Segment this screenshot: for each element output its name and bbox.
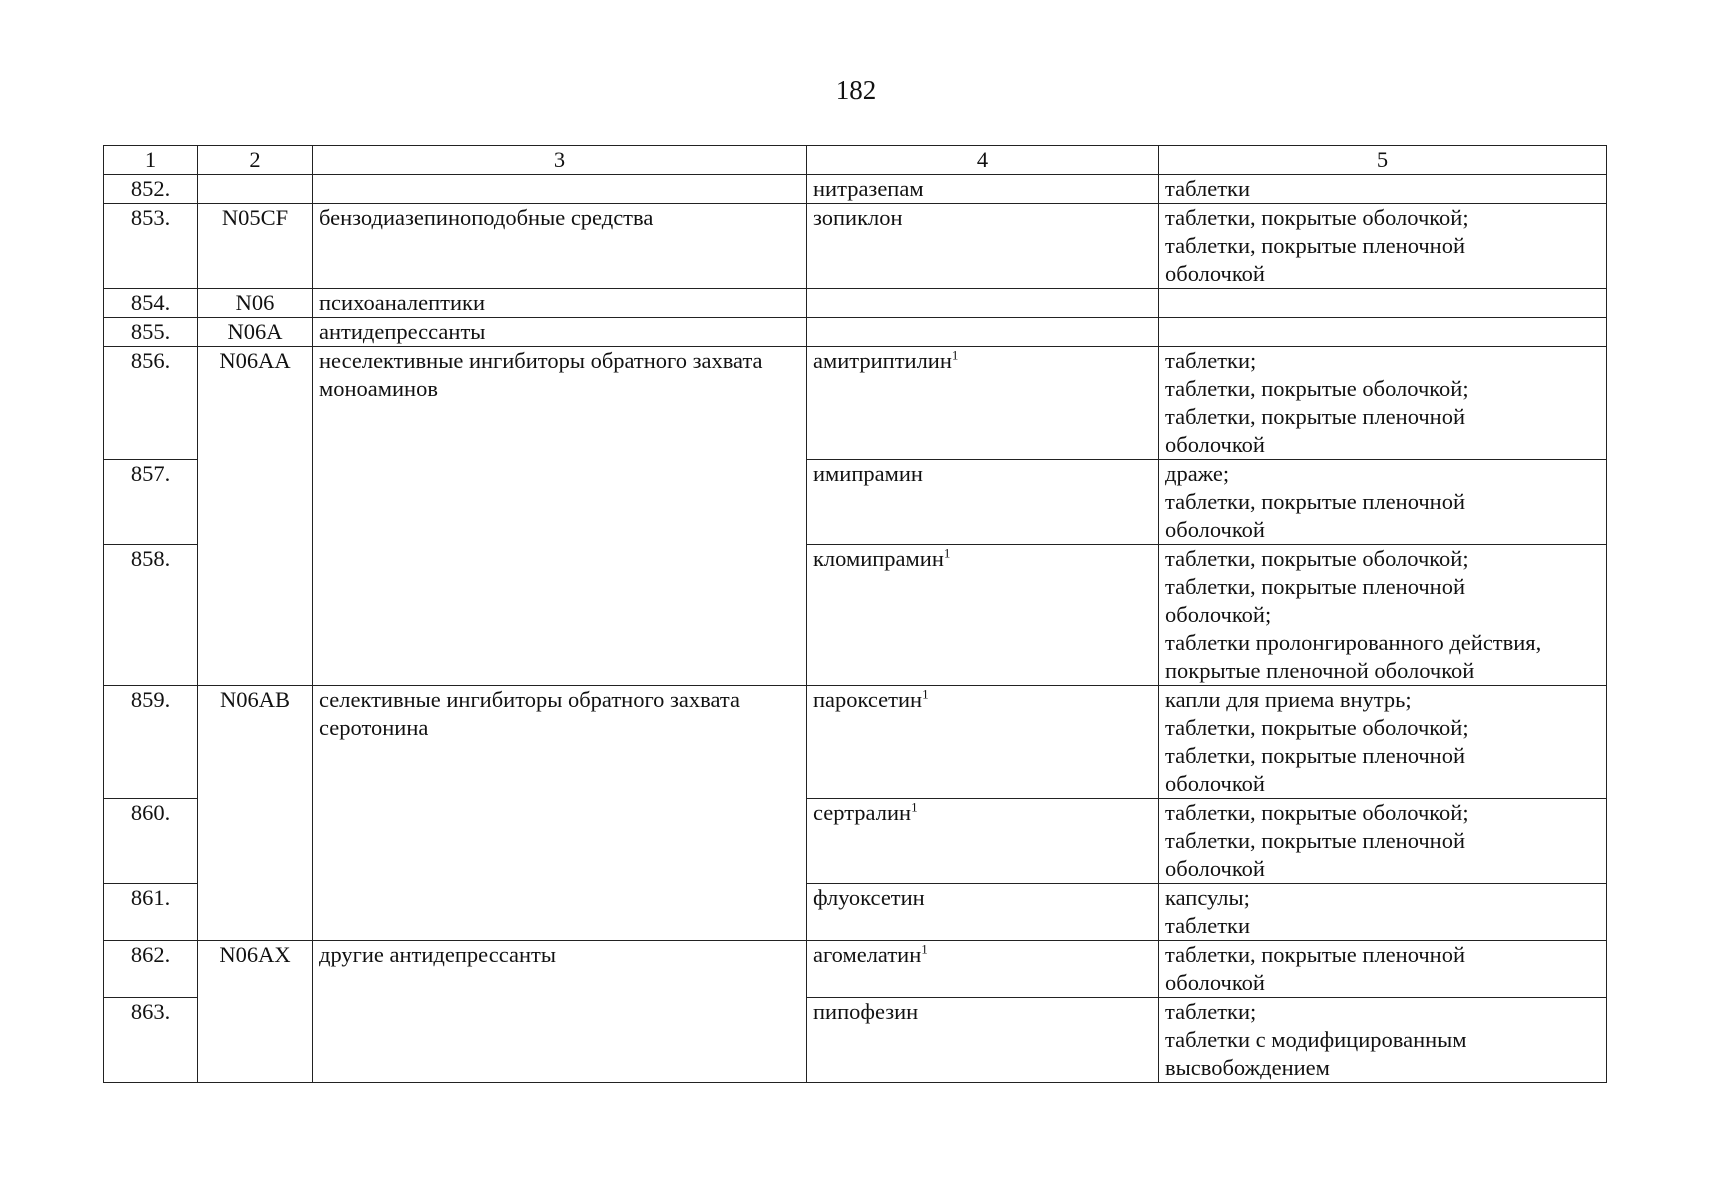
row-number: 858.: [104, 545, 198, 686]
footnote-marker: 1: [922, 686, 929, 702]
dosage-form-line: таблетки, покрытые пленочной: [1165, 942, 1466, 967]
header-row: [104, 146, 1607, 175]
atc-code: N06AX: [198, 941, 313, 1083]
dosage-form-line: оболочкой: [1165, 517, 1265, 542]
dosage-form-line: таблетки, покрытые пленочной: [1165, 233, 1466, 258]
anatomical-therapeutic-group: [313, 175, 807, 204]
drug-name: нитразепам: [813, 176, 924, 201]
table-body: [104, 175, 1607, 1083]
row-number: 853.: [104, 204, 198, 289]
dosage-form-line: таблетки, покрытые пленочной: [1165, 743, 1466, 768]
dosage-form-line: таблетки: [1165, 176, 1251, 201]
drug-name: пароксетин: [813, 687, 923, 712]
dosage-form-line: капли для приема внутрь;: [1165, 687, 1412, 712]
drug-name-cell: [807, 545, 1159, 686]
dosage-forms: [1159, 799, 1607, 884]
dosage-forms: [1159, 998, 1607, 1083]
dosage-forms: [1159, 460, 1607, 545]
dosage-form-line: оболочкой: [1165, 432, 1265, 457]
drug-name-cell: [807, 289, 1159, 318]
column-header: 3: [313, 146, 807, 175]
drug-name-cell: [807, 799, 1159, 884]
drug-name-cell: [807, 347, 1159, 460]
drug-name-cell: [807, 686, 1159, 799]
dosage-forms: [1159, 175, 1607, 204]
dosage-form-line: таблетки пролонгированного действия,: [1165, 630, 1542, 655]
row-number: 859.: [104, 686, 198, 799]
dosage-form-line: таблетки, покрытые пленочной: [1165, 404, 1466, 429]
row-number: 857.: [104, 460, 198, 545]
page-number: 182: [835, 75, 877, 105]
drug-name-cell: [807, 460, 1159, 545]
footnote-marker: 1: [921, 941, 928, 957]
dosage-form-line: таблетки, покрытые оболочкой;: [1165, 800, 1469, 825]
row-number: 854.: [104, 289, 198, 318]
dosage-form-line: оболочкой: [1165, 261, 1265, 286]
dosage-forms: [1159, 289, 1607, 318]
drug-name-cell: [807, 175, 1159, 204]
atc-code: N06A: [198, 318, 313, 347]
dosage-form-line: оболочкой: [1165, 856, 1265, 881]
dosage-form-line: таблетки с модифицированным: [1165, 1027, 1467, 1052]
drug-name-cell: [807, 204, 1159, 289]
dosage-form-line: таблетки, покрытые пленочной: [1165, 828, 1466, 853]
drug-name-cell: [807, 941, 1159, 998]
drug-name: сертралин: [813, 800, 912, 825]
dosage-form-line: таблетки, покрытые оболочкой;: [1165, 376, 1469, 401]
atc-code: [198, 175, 313, 204]
table-row: [104, 318, 1607, 347]
dosage-forms: [1159, 884, 1607, 941]
dosage-form-line: оболочкой: [1165, 771, 1265, 796]
table-row: [104, 175, 1607, 204]
row-number: 855.: [104, 318, 198, 347]
dosage-forms: [1159, 941, 1607, 998]
drug-name: амитриптилин: [813, 348, 952, 373]
dosage-forms: [1159, 318, 1607, 347]
dosage-form-line: оболочкой;: [1165, 602, 1272, 627]
anatomical-therapeutic-group: другие антидепрессанты: [313, 941, 807, 1083]
drug-name: зопиклон: [813, 205, 903, 230]
atc-code: N06AB: [198, 686, 313, 941]
dosage-form-line: таблетки: [1165, 913, 1251, 938]
dosage-forms: [1159, 347, 1607, 460]
row-number: 862.: [104, 941, 198, 998]
anatomical-therapeutic-group: неселективные ингибиторы обратного захвата моноаминов: [313, 347, 807, 686]
dosage-form-line: таблетки;: [1165, 999, 1257, 1024]
atc-code: N06AA: [198, 347, 313, 686]
drug-name: кломипрамин: [813, 546, 944, 571]
dosage-form-line: таблетки, покрытые пленочной: [1165, 489, 1466, 514]
footnote-marker: 1: [951, 347, 959, 363]
drug-table: [103, 145, 1607, 1083]
dosage-form-line: драже;: [1165, 461, 1230, 486]
dosage-form-line: оболочкой: [1165, 970, 1265, 995]
dosage-forms: [1159, 204, 1607, 289]
drug-name: пипофезин: [813, 999, 919, 1024]
dosage-form-line: высвобождением: [1165, 1055, 1330, 1080]
table-row: [104, 204, 1607, 289]
drug-name-cell: [807, 884, 1159, 941]
column-header: 2: [198, 146, 313, 175]
row-number: 861.: [104, 884, 198, 941]
drug-name-cell: [807, 998, 1159, 1083]
dosage-form-line: таблетки, покрытые оболочкой;: [1165, 205, 1469, 230]
table-row: [104, 686, 1607, 799]
row-number: 852.: [104, 175, 198, 204]
footnote-marker: 1: [911, 799, 918, 815]
anatomical-therapeutic-group: селективные ингибиторы обратного захвата серотонина: [313, 686, 807, 941]
dosage-form-line: таблетки, покрытые оболочкой;: [1165, 715, 1469, 740]
dosage-form-line: капсулы;: [1165, 885, 1250, 910]
anatomical-therapeutic-group: антидепрессанты: [313, 318, 807, 347]
row-number: 856.: [104, 347, 198, 460]
table-row: [104, 347, 1607, 460]
row-number: 860.: [104, 799, 198, 884]
table-row: [104, 941, 1607, 998]
dosage-form-line: таблетки, покрытые пленочной: [1165, 574, 1466, 599]
row-number: 863.: [104, 998, 198, 1083]
dosage-form-line: таблетки;: [1165, 348, 1257, 373]
footnote-marker: 1: [943, 545, 951, 561]
drug-name: агомелатин: [813, 942, 922, 967]
dosage-form-line: покрытые пленочной оболочкой: [1165, 658, 1475, 683]
drug-name: флуоксетин: [813, 885, 925, 910]
dosage-forms: [1159, 686, 1607, 799]
atc-code: N06: [198, 289, 313, 318]
column-header: 4: [807, 146, 1159, 175]
table-row: [104, 289, 1607, 318]
drug-name-cell: [807, 318, 1159, 347]
column-header: 1: [104, 146, 198, 175]
dosage-form-line: таблетки, покрытые оболочкой;: [1165, 546, 1469, 571]
column-header: 5: [1159, 146, 1607, 175]
drug-name: имипрамин: [813, 461, 923, 486]
dosage-forms: [1159, 545, 1607, 686]
anatomical-therapeutic-group: психоаналептики: [313, 289, 807, 318]
anatomical-therapeutic-group: бензодиазепиноподобные средства: [313, 204, 807, 289]
atc-code: N05CF: [198, 204, 313, 289]
